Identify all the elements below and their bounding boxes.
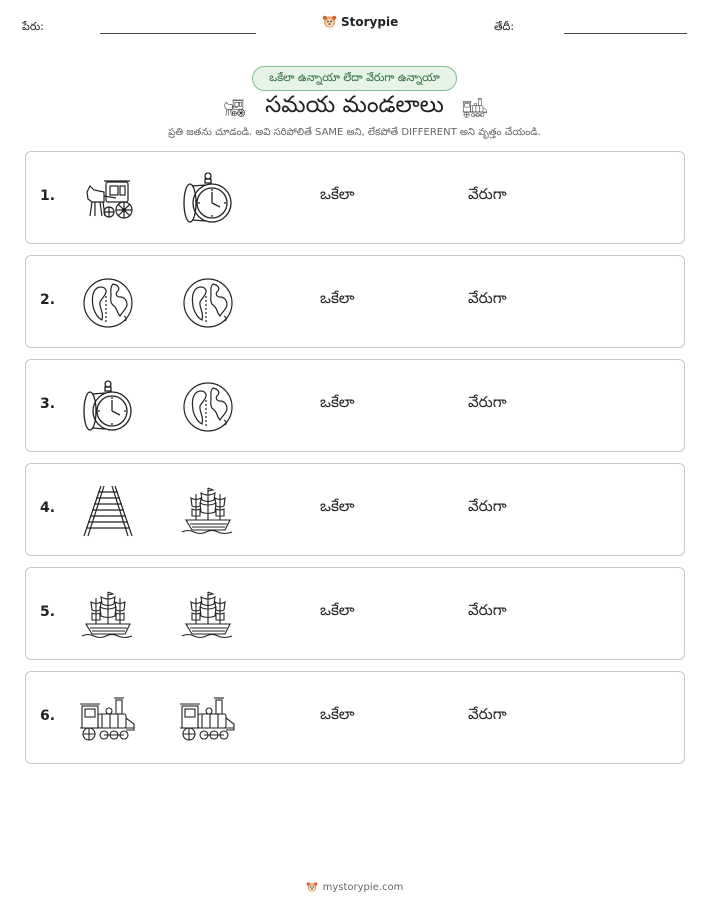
date-line[interactable] [564,33,687,34]
question-card [25,671,685,764]
question-card [25,151,685,244]
different-option[interactable]: వేరుగా [468,497,507,515]
same-option[interactable]: ఒకేలా [320,185,355,203]
question-number: 3. [40,396,56,412]
footer-url: mystorypie.com [322,881,404,893]
globe-icon [180,276,236,330]
globe-icon [180,380,236,434]
mascot-icon [306,881,318,893]
same-option[interactable]: ఒకేలా [320,497,355,515]
pocket-watch-icon [180,172,236,226]
title-row [0,92,709,124]
steam-train-icon [80,692,136,746]
question-card [25,359,685,452]
sailing-ship-icon [80,588,136,642]
footer [0,881,709,893]
question-number: 5. [40,604,56,620]
steam-train-icon [460,96,490,120]
same-option[interactable]: ఒకేలా [320,289,355,307]
brand-name: Storypie [341,14,399,29]
question-number: 2. [40,292,56,308]
different-option[interactable]: వేరుగా [468,705,507,723]
carriage-icon [219,96,249,120]
different-option[interactable]: వేరుగా [468,601,507,619]
same-option[interactable]: ఒకేలా [320,601,355,619]
storypie-logo [322,14,398,29]
different-option[interactable]: వేరుగా [468,289,507,307]
same-option[interactable]: ఒకేలా [320,705,355,723]
different-option[interactable]: వేరుగా [468,393,507,411]
name-line[interactable] [100,33,256,34]
railway-track-icon [80,484,136,538]
same-option[interactable]: ఒకేలా [320,393,355,411]
instructions: ప్రతి జతను చూడండి. అవి సరిపోలితే SAME అని, లేకపోతే DIFFERENT అని వృత్తం చేయండి. [168,127,541,138]
question-number: 4. [40,500,56,516]
question-card [25,463,685,556]
globe-icon [80,276,136,330]
date-label: తేదీ: [494,20,515,33]
pocket-watch-icon [80,380,136,434]
steam-train-icon [180,692,236,746]
carriage-icon [80,172,136,226]
question-number: 1. [40,188,56,204]
question-card [25,567,685,660]
mascot-icon [322,14,337,29]
page-title: సమయ మండలాలు [265,92,444,118]
name-label: పేరు: [22,20,44,33]
different-option[interactable]: వేరుగా [468,185,507,203]
question-card [25,255,685,348]
sailing-ship-icon [180,588,236,642]
sailing-ship-icon [180,484,236,538]
activity-badge: ఒకేలా ఉన్నాయా లేదా వేరుగా ఉన్నాయా [252,66,457,91]
question-number: 6. [40,708,56,724]
